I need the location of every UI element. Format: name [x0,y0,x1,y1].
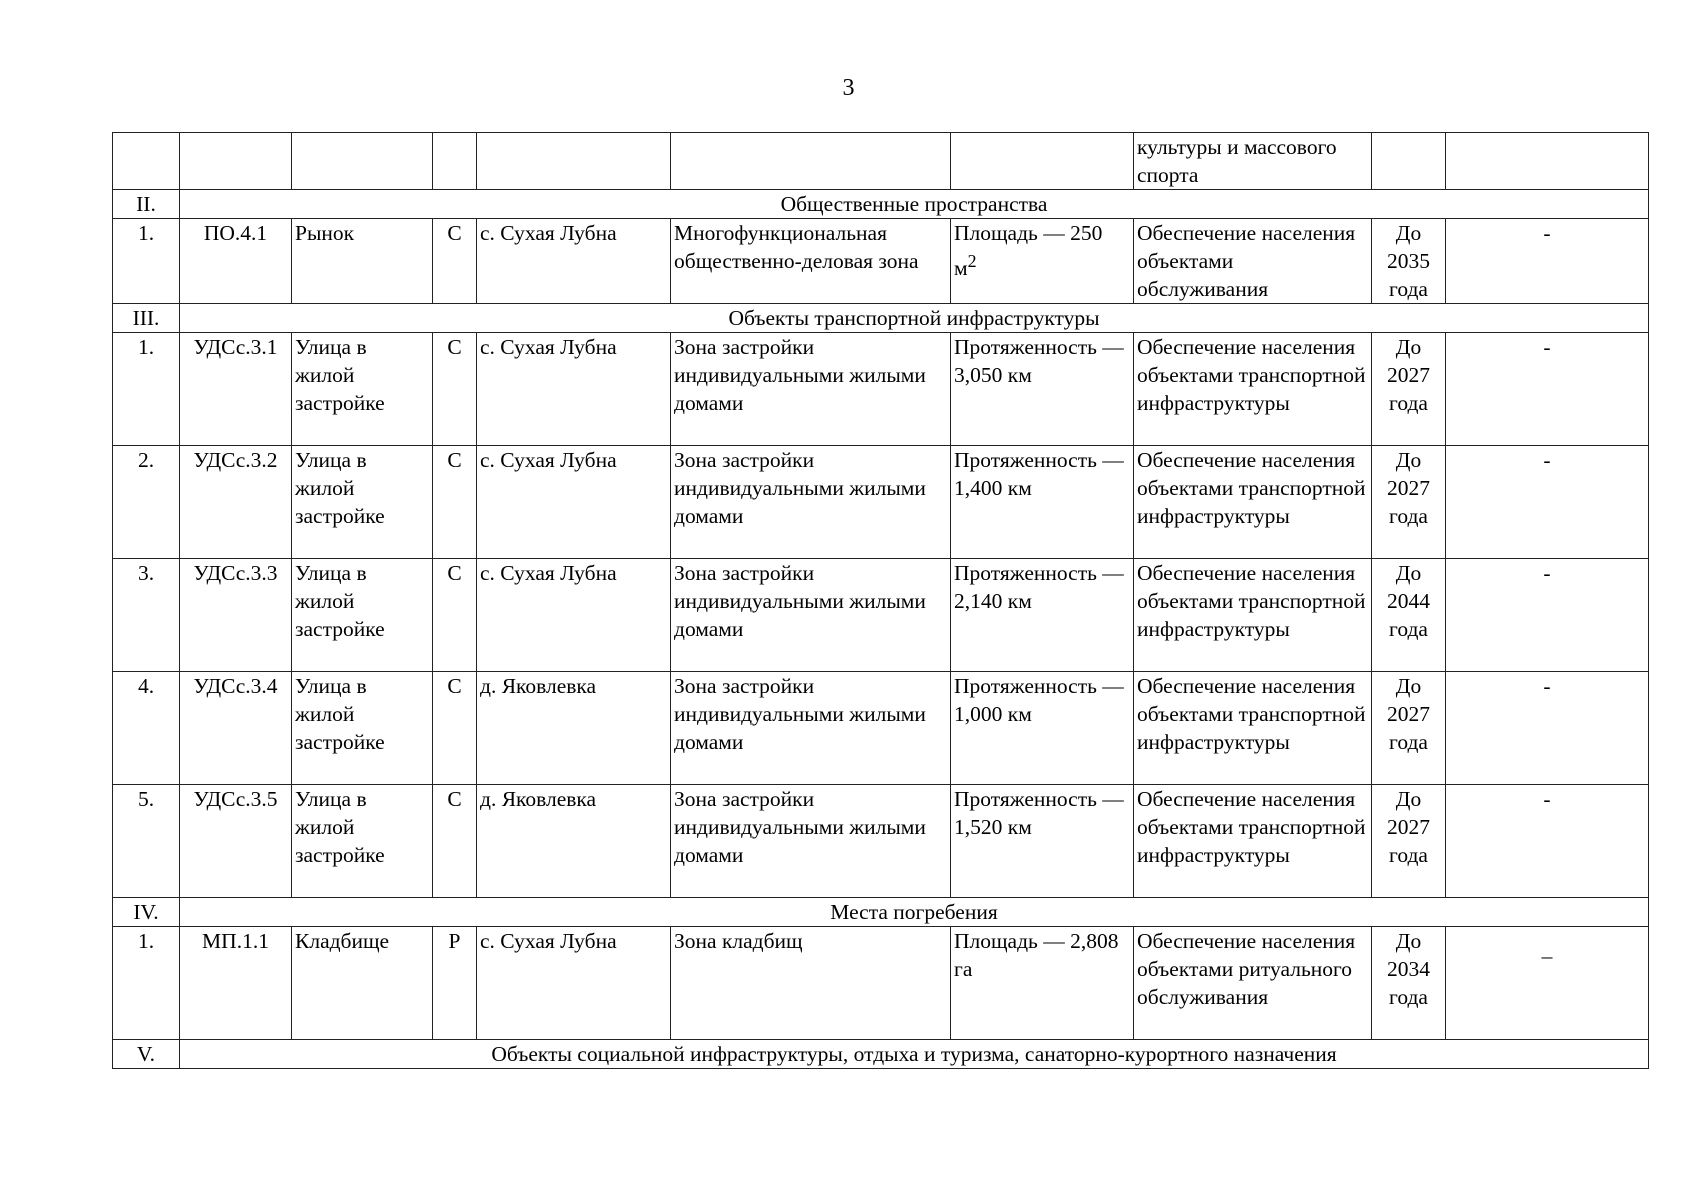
cell-characteristic: Протяженность — 1,400 км [951,446,1134,559]
table-row [113,785,1649,898]
cell-characteristic: Протяженность — 1,000 км [951,672,1134,785]
cell-term [1372,785,1446,898]
cell-zone: Зона застройки индивидуальными жилыми домами [671,672,951,785]
cell-num: 3. [113,559,180,672]
note-text: - [1543,448,1551,472]
cell-num: 2. [113,446,180,559]
cell-characteristic: Протяженность — 3,050 км [951,333,1134,446]
cell-type: С [433,333,477,446]
section-number: II. [113,190,180,219]
cell-term [1372,333,1446,446]
note-text: - [1543,221,1551,245]
section-number: V. [113,1040,180,1069]
page-number: 3 [842,75,855,101]
cell-code: МП.1.1 [180,927,292,1040]
cell-term [1372,927,1446,1040]
term-prefix: До [1395,221,1422,245]
cell-zone: Зона застройки индивидуальными жилыми домами [671,333,951,446]
term-suffix: года [1389,504,1428,528]
section-number: III. [113,304,180,333]
section-title: Объекты транспортной инфраструктуры [180,304,1649,333]
cell-purpose: Обеспечение населения объектами обслуживания [1134,219,1372,304]
table-row [113,333,1649,446]
cell-code: УДСс.3.1 [180,333,292,446]
cell-zone: Зона застройки индивидуальными жилыми домами [671,785,951,898]
table-row [113,927,1649,1040]
cell-note [1446,785,1649,898]
cell-name: Улица в жилой застройке [292,559,433,672]
cell-term [1372,446,1446,559]
cell-purpose: Обеспечение населения объектами транспортной инфраструктуры [1134,333,1372,446]
table-row [113,446,1649,559]
cell-purpose: Обеспечение населения объектами транспортной инфраструктуры [1134,785,1372,898]
cell-type [433,133,477,190]
section-title: Места погребения [180,898,1649,927]
cell-location: с. Сухая Лубна [477,333,671,446]
cell-num: 1. [113,219,180,304]
section-row [113,1040,1649,1069]
cell-type: С [433,446,477,559]
term-year: 2027 [1387,702,1430,726]
cell-note [1446,672,1649,785]
term-year: 2034 [1387,957,1430,981]
characteristic-text: Площадь — 250 м [954,221,1103,281]
cell-location: с. Сухая Лубна [477,219,671,304]
cell-characteristic [951,219,1134,304]
cell-note [1446,559,1649,672]
term-year: 2027 [1387,476,1430,500]
cell-note [1446,133,1649,190]
note-text: - [1543,674,1551,698]
cell-name: Рынок [292,219,433,304]
table-row [113,559,1649,672]
table-row [113,219,1649,304]
cell-term [1372,672,1446,785]
cell-purpose: Обеспечение населения объектами транспортной инфраструктуры [1134,446,1372,559]
characteristic-sup: 2 [967,251,977,271]
term-year: 2027 [1387,815,1430,839]
table-row [113,672,1649,785]
cell-type: Р [433,927,477,1040]
section-title: Общественные пространства [180,190,1649,219]
cell-type: С [433,559,477,672]
cell-note [1446,446,1649,559]
cell-purpose: Обеспечение населения объектами транспортной инфраструктуры [1134,559,1372,672]
cell-term [1372,559,1446,672]
cell-name: Улица в жилой застройке [292,446,433,559]
cell-code [180,133,292,190]
term-prefix: До [1395,929,1422,953]
cell-term [1372,133,1446,190]
section-row [113,304,1649,333]
term-suffix: года [1389,391,1428,415]
term-prefix: До [1395,674,1422,698]
note-text: - [1543,335,1551,359]
cell-name: Улица в жилой застройке [292,785,433,898]
section-title: Объекты социальной инфраструктуры, отдыха и туризма, санаторно-курортного назначения [180,1040,1649,1069]
term-year: 2035 [1387,249,1430,273]
cell-num: 5. [113,785,180,898]
term-suffix: года [1389,277,1428,301]
section-row [113,898,1649,927]
term-suffix: года [1389,985,1428,1009]
section-row [113,190,1649,219]
cell-location: с. Сухая Лубна [477,927,671,1040]
section-number: IV. [113,898,180,927]
cell-code: УДСс.3.2 [180,446,292,559]
cell-characteristic [951,133,1134,190]
cell-zone: Зона застройки индивидуальными жилыми домами [671,559,951,672]
cell-characteristic: Протяженность — 1,520 км [951,785,1134,898]
cell-num: 1. [113,927,180,1040]
cell-type: С [433,219,477,304]
cell-location: д. Яковлевка [477,785,671,898]
term-year: 2027 [1387,363,1430,387]
note-text: - [1543,787,1551,811]
cell-zone: Зона застройки индивидуальными жилыми домами [671,446,951,559]
cell-name [292,133,433,190]
cell-name: Улица в жилой застройке [292,672,433,785]
cell-zone: Зона кладбищ [671,927,951,1040]
term-prefix: До [1395,335,1422,359]
note-text: - [1543,561,1551,585]
term-suffix: года [1389,843,1428,867]
table-row-continuation [113,133,1649,190]
term-suffix: года [1389,617,1428,641]
cell-num: 4. [113,672,180,785]
cell-location: с. Сухая Лубна [477,446,671,559]
cell-note [1446,927,1649,1040]
cell-note [1446,333,1649,446]
cell-type: С [433,672,477,785]
cell-code: УДСс.3.4 [180,672,292,785]
cell-zone [671,133,951,190]
cell-characteristic: Протяженность — 2,140 км [951,559,1134,672]
note-text: _ [1541,937,1553,961]
cell-characteristic: Площадь — 2,808 га [951,927,1134,1040]
cell-code: ПО.4.1 [180,219,292,304]
cell-location: с. Сухая Лубна [477,559,671,672]
cell-note [1446,219,1649,304]
cell-purpose: Обеспечение населения объектами ритуального обслуживания [1134,927,1372,1040]
cell-term [1372,219,1446,304]
cell-location: д. Яковлевка [477,672,671,785]
cell-num: 1. [113,333,180,446]
cell-code: УДСс.3.3 [180,559,292,672]
term-year: 2044 [1387,589,1430,613]
term-suffix: года [1389,730,1428,754]
cell-type: С [433,785,477,898]
term-prefix: До [1395,561,1422,585]
objects-table [112,132,1649,1069]
term-prefix: До [1395,787,1422,811]
cell-name: Улица в жилой застройке [292,333,433,446]
cell-location [477,133,671,190]
cell-purpose: культуры и массового спорта [1134,133,1372,190]
cell-code: УДСс.3.5 [180,785,292,898]
term-prefix: До [1395,448,1422,472]
cell-purpose: Обеспечение населения объектами транспортной инфраструктуры [1134,672,1372,785]
cell-num [113,133,180,190]
cell-name: Кладбище [292,927,433,1040]
cell-zone: Многофункциональная общественно-деловая зона [671,219,951,304]
